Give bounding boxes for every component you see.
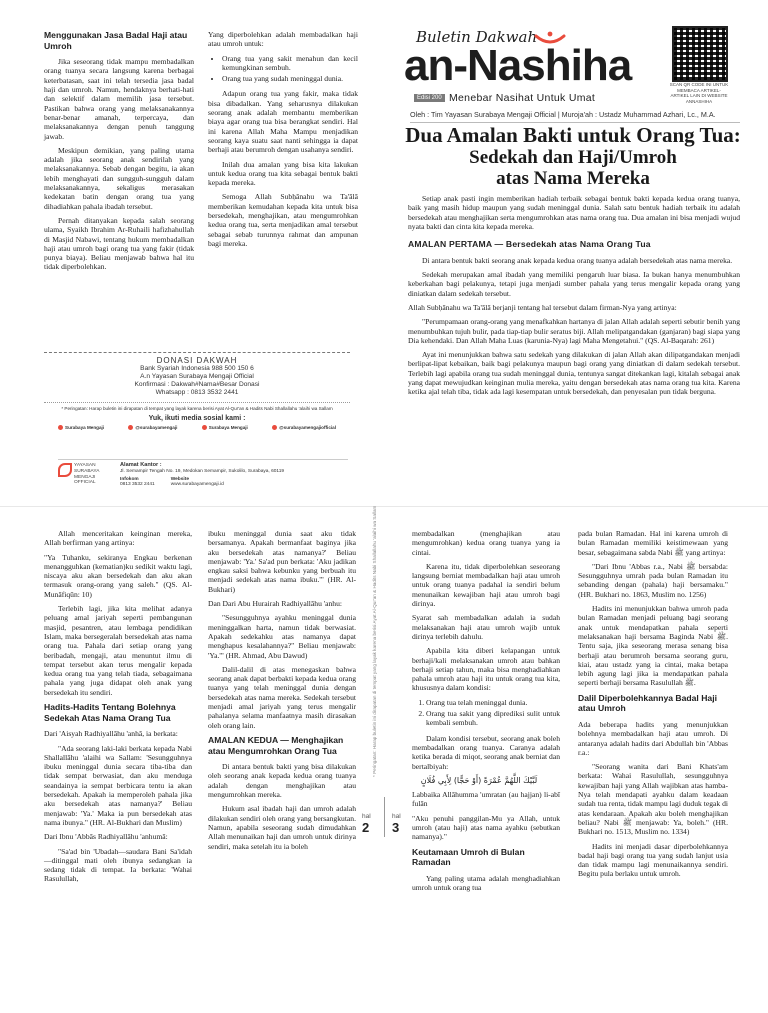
paragraph: Di antara bentuk bakti yang bisa dilakukan oleh seorang anak kepada kedua orang tuanya adalah dengan menghajikan atau mengumrohkan mereka. (208, 762, 356, 800)
top-column-2 (208, 30, 358, 253)
publication-name: an-Nashiha (404, 41, 632, 90)
contact-block (58, 459, 348, 488)
title-line-1: Dua Amalan Bakti untuk Orang Tua: (405, 123, 741, 147)
donation-bank: Bank Syariah Indonesia 988 500 150 6 (140, 365, 254, 372)
author-credit: Oleh : Tim Yayasan Surabaya Mengaji Official | Muroja'ah : Ustadz Muhammad Azhari, Lc., M.A. (410, 110, 740, 123)
bottom-column-1 (44, 529, 192, 889)
paragraph: Hadits ini menjadi dasar diperbolehkannya badal haji bagi orang tua yang sudah lanjut usia dan tidak mampu lagi menunaikannya sendiri. Begitu pula berlaku untuk umroh. (578, 841, 728, 879)
paragraph: Dan Dari Abu Hurairah Radhiyallāhu 'anhu: (208, 599, 343, 609)
top-column-1 (44, 30, 194, 277)
donation-account-name: A.n Yayasan Surabaya Mengaji Official (140, 373, 254, 380)
paragraph: Di antara bentuk bakti seorang anak kepada kedua orang tuanya adalah bersedekah atas nama mereka. (422, 255, 733, 265)
infokom-number: 0813 3532 2441 (120, 482, 155, 488)
paragraph: Hukum asal ibadah haji dan umroh adalah dilakukan sendiri oleh orang yang bersangkutan. Namun, apabila seseorang sudah dimudahkan Allah menunaikan haji dan umroh untuk dirinya sendiri, maka setelah itu ia boleh (208, 804, 356, 851)
list-item: • Orang tua yang sudah meninggal dunia. (222, 74, 358, 83)
facebook-icon (202, 425, 207, 430)
arabic-talbiyah: لَبَّيْكَ اللَّهُمَّ عُمْرَةً (أَوْ حَجًّا) لِأَبِي فُلَانٍ (420, 775, 538, 785)
edition-badge: Edisi 200 (414, 94, 445, 102)
quote-paragraph: "Sesungguhnya ayahku meninggal dunia meninggalkan harta, namun tidak berwasiat. Apakah sedekahku atas namanya dapat menghapus kesalahannya?" Beliau menjawab: 'Ya.'" (HR. Ahmad, Abu Dawud) (208, 613, 356, 660)
address-label: Alamat Kantor : (120, 462, 162, 468)
paragraph: Allah Subḥānahu wa Ta'ālā berjanji tentang hal tersebut dalam firman-Nya yang artinya: (408, 302, 677, 312)
tiktok-icon (272, 425, 277, 430)
title-line-3: atas Nama Mereka (496, 168, 650, 189)
website-link[interactable]: www.surabayamengaji.id (170, 482, 224, 488)
paragraph: Yang paling utama adalah menghadiahkan umroh untuk orang tua (412, 873, 560, 893)
qr-caption: SCAN QR CODE INI UNTUK MEMBACA ARTIKEL-ARTIKEL LAIN DI WEBSITE ANNASHIHA (669, 82, 729, 104)
donation-title: DONASI DAKWAH (156, 356, 238, 365)
paragraph: Apabila kita diberi kelapangan untuk berhaji/kali melaksanakan umroh atau bahkan berhaji setiap tahun, maka bisa menghadiahkan pahala umroh atau haji itu untuk orang tua kita, khususnya dalam kondisi: (412, 646, 560, 693)
page-number-right: hal 3 (392, 813, 401, 835)
paragraph: Terlebih lagi, jika kita melihat adanya peluang amal jariyah seperti pembangunan masjid, pesantren, atau lembaga pendidikan Islam, maka bersegeralah bersedekah atas nama orang tua. Pahala dari setiap orang yang beribadah, mengaji, atau menuntut ilmu di tempat tersebut akan terus mengalir kepada kedua orang tua yang telah tiada, sebagaimana pahala yang juga didapat oleh anak yang bersedekah itu sendiri. (44, 604, 192, 697)
social-link-youtube[interactable]: Surabaya Mengaji (58, 425, 104, 430)
org-logo (58, 463, 110, 488)
page-top (0, 0, 768, 506)
section-heading-amalan-kedua: AMALAN KEDUA — Menghajikan atau Mengumrohkan Orang Tua (208, 734, 344, 756)
vertical-warning-note: * Peringatan: Harap buletin ini dirapatan di tempat yang layak karena berisi Ayat Al-Qur'an & Hadits Nabi Shallallahu 'alaihi wa Sallam (372, 505, 377, 777)
translation: "Aku penuhi panggilan-Mu ya Allah, untuk umroh (atau haji) atas nama ayahku (sebutkan namanya)." (412, 813, 560, 842)
address-text: Jl. Semampir Tengah No. 19, Medokan Semampir, Sukolilo, Surabaya, 60119 (120, 468, 285, 474)
paragraph: Pernah ditanyakan kepada salah seorang ulama, Syaikh Ibrahim Ar-Ruhaili hafizhahullah di Masjid Nabawi, tentang hukum membadalkan haji atau umroh bagi orang tua yang fakir (tidak punya biaya). Beliau menjawab bahwa hal itu tidak diperbolehkan. (44, 215, 194, 272)
address-block (120, 463, 348, 488)
donation-confirmation: Konfirmasi : Dakwah#Nama#Besar Donasi (134, 381, 260, 388)
social-link-instagram[interactable]: @surabayamengaji (128, 425, 177, 430)
qr-code-icon[interactable] (672, 26, 728, 82)
social-link-tiktok[interactable]: @surabayamengajiofficial (272, 425, 336, 430)
paragraph: Dalam kondisi tersebut, seorang anak boleh membadalkan orang tuanya. Caranya adalah ketika berada di miqot, seorang anak berniat dan bertalbiyah: (412, 733, 560, 771)
paragraph: Syarat sah membadalkan adalah ia sudah melaksanakan haji atau umroh wajib untuk dirinya terlebih dahulu. (412, 613, 560, 641)
paragraph: Ada beberapa hadits yang menunjukkan bolehnya membadalkan haji atau umroh. Di antaranya adalah hadits dari Abdullah bin 'Abbas r.a.: (578, 719, 728, 757)
paragraph: pada bulan Ramadan. Hal ini karena umroh di bulan Ramadan memiliki keistimewaan yang besar, sebagaimana sabda Nabi ﷺ yang artinya: (578, 529, 728, 557)
paragraph: Semoga Allah Subḥānahu wa Ta'ālā memberikan kemudahan kepada kita untuk bisa bersedekah, menghajikan, atau mengumrohkan kedua orang tua, serta menjadikan amal tersebut sebagai sebab turunnya rahmat dan ampunan bagi mereka. (208, 192, 358, 248)
list-item: • Orang tua yang sakit menahun dan kecil kemungkinan sembuh. (222, 54, 358, 73)
quote-paragraph: "Perumpamaan orang-orang yang menafkahkan hartanya di jalan Allah adalah seperti sebutir benih yang menumbuhkan tujuh bulir, pada tiap-tiap bulir seratus biji. Allah melipatgandakan (ganjaran) bagi siapa yang Dia kehendaki. Dan Allah Maha Luas (karunia-Nya) lagi Maha Mengetahui." (QS. Al-Baqarah: 261) (408, 317, 740, 345)
quote-paragraph: "Sa'ad bin 'Ubadah—saudara Bani Sa'idah—ditinggal mati oleh ibunya sedangkan ia sedang tidak di tempat. Ia berkata: 'Wahai Rasulullah, (44, 846, 192, 884)
paragraph: Meskipun demikian, yang paling utama adalah jika seorang anak sendirilah yang melaksanakannya. Sebab dengan begitu, ia akan lebih menghayati dan sungguh-sungguh dalam melaksanakannya, sekaligus merasakan kedekatan batin dengan orang tua yang dihadiahkan pahala ibadah tersebut. (44, 145, 194, 211)
top-column-3 (408, 194, 740, 402)
quote-paragraph: "Seorang wanita dari Bani Khats'am berkata: Wahai Rasulullah, sesungguhnya kewajiban haji yang Allah wajibkan atas hamba-Nya telah mendapati ayahku dalam keadaan sudah tua renta, tidak mampu lagi duduk tegak di atas kendaraan. Apakah aku boleh menghajikan beliau? Nabi ﷺ menjawab: Ya, boleh." (HR. Bukhari no. 1513, Muslim no. 1334) (578, 762, 729, 837)
quote-paragraph: "Ada seorang laki-laki berkata kepada Nabi Shallallāhu 'alaihi wa Sallam: 'Sesungguhnya ibuku meninggal dunia secara tiba-tiba dan tidak sempat berwasiat, dan aku menduga seandainya ia sempat berbicara tentu ia akan bersedekah. Apakah ia memperoleh pahala jika aku bersedekah atas namanya?' Beliau menjawab: 'Ya.' Maka ia pun bersedekah atas nama ibunya." (HR. Al-Bukhari dan Muslim) (44, 743, 192, 827)
instagram-icon (128, 425, 133, 430)
donation-box (44, 352, 350, 503)
bottom-column-4 (578, 529, 728, 884)
buletin-label: Buletin Dakwah (416, 28, 538, 46)
section-heading-umroh-ramadan: Keutamaan Umroh di Bulan Ramadan (412, 846, 525, 868)
paragraph: ibuku meninggal dunia saat aku tidak bersamanya. Apakah bermanfaat baginya jika aku bersedekah atas namanya?' Beliau menjawab: 'Ya.' Sa'ad pun berkata: 'Aku jadikan engkau saksi bahwa kebunku yang berbuah itu menjadi sedekah atas nama ibuku.'" (HR. Al-Bukhari) (208, 529, 356, 594)
section-heading-badal: Menggunakan Jasa Badal Haji atau Umroh (44, 30, 188, 51)
paragraph: Karena itu, tidak diperbolehkan seseorang langsung berniat membadalkan haji atau umroh untuk orang tuanya padahal ia sendiri belum menunaikan kewajiban haji atau umroh bagi dirinya. (412, 561, 560, 609)
paragraph: Dari Ibnu 'Abbās Radhiyallāhu 'anhumā: (44, 832, 168, 842)
list-item: 1. Orang tua telah meninggal dunia. (426, 698, 560, 707)
masthead-logo (404, 24, 668, 110)
section-heading-hadits: Hadits-Hadits Tentang Bolehnya Sedekah Atas Nama Orang Tua (44, 702, 176, 723)
paragraph: Dalil-dalil di atas menegaskan bahwa seorang anak dapat berbakti kepada kedua orang tuanya yang telah meninggal dunia dengan bersedekah atas nama mereka. Sedekah tersebut menjadi amal jariyah yang terus mengalir pahalanya selama manfaatnya masih dirasakan oleh orang lain. (208, 664, 356, 730)
tagline: Menebar Nasihat Untuk Umat (449, 92, 596, 104)
paragraph: Allah menceritakan keinginan mereka, Allah berfirman yang artinya: (44, 529, 192, 548)
paragraph: Setiap anak pasti ingin memberikan hadiah terbaik sebagai bentuk bakti kepada kedua orang tuanya, baik yang masih hidup maupun yang sudah meninggal dunia. Salah satu bentuk hadiah terbaik itu adalah bersedekah atau menghajikan serta mengumrohkan atas nama orang tua. Dua amalan ini bisa menjadi wujud nyata bakti dan cinta kita kepada mereka. (408, 194, 740, 231)
infokom-label: Infokom (120, 476, 139, 482)
paragraph: Jika seseorang tidak mampu membadalkan orang tuanya secara langsung karena berbagai keterbatasan, saat ini telah tersedia jasa badal haji dan umroh. Namun, hendaknya berhati-hati dan selektif dalam memilih jasa tersebut. Pastikan bahwa orang yang melaksanakannya benar-benar amanah, terpercaya, dan melaksanakannya dengan penuh tanggung jawab. (44, 57, 194, 141)
article-title (400, 124, 746, 189)
paragraph: Yang diperbolehkan adalah membadalkan haji atau umroh untuk: (208, 30, 358, 49)
section-heading-dalil-badal: Dalil Diperbolehkannya Badal Haji atau Umroh (578, 692, 717, 714)
paragraph: Adapun orang tua yang fakir, maka tidak bisa dibadalkan. Yang seharusnya dilakukan seorang anak adalah membantu memberikan biaya agar orang tua bisa berangkat sendiri. Hal ini karena Allah Maha Mampu menjadikan seorang kaya suatu saat nanti sehingga ia dapat berhaji atau berumroh dengan usahanya sendiri. (208, 89, 358, 155)
org-logo-icon (58, 463, 72, 477)
gutter-divider (384, 797, 385, 837)
conditions-list (426, 698, 560, 728)
youtube-icon (58, 425, 63, 430)
paragraph: Hadits ini menunjukkan bahwa umroh pada bulan Ramadan menjadi peluang bagi seorang anak untuk mendapatkan pahala seperti melaksanakan haji bersama Baginda Nabi ﷺ. Tentu saja, jika seseorang merasa senang bisa berhaji atau berumroh bersama seorang guru, kiai, atau ustadz yang ia cintai, maka betapa lebih agung lagi jika ia mendapatkan pahala seperti berhaji bersama Rasulullah ﷺ. (578, 604, 728, 688)
paragraph: Dari 'Aisyah Radhiyallāhu 'anhā, ia berkata: (44, 729, 178, 739)
section-heading-amalan-pertama: AMALAN PERTAMA — Bersedekah atas Nama Orang Tua (408, 239, 651, 250)
transliteration: Labbaika Allāhumma 'umratan (au hajjan) li-abī fulān (412, 790, 560, 809)
warning-note: * Peringatan: Harap buletin ini dirapatan di tempat yang layak karena berisi Ayat Al-Qur'an & Hadits Nabi Shallallahu 'alaihi wa Sallam (44, 402, 350, 412)
quote-paragraph: "Ya Tuhanku, sekiranya Engkau berkenan menangguhkan (kematian)ku sedikit waktu lagi, niscaya aku akan bersedekah dan aku akan termasuk orang-orang yang saleh." (QS. Al-Munāfiqūn: 10) (44, 552, 192, 599)
paragraph: Ayat ini menunjukkan bahwa satu sedekah yang dilakukan di jalan Allah akan dilipatgandakan menjadi berlipat-lipat kebaikan, baik bagi pelakunya maupun bagi orang yang diniatkan di dalam sedekah tersebut. Terlebih lagi apabila orang tua sudah meninggal dunia, tentunya sangat ditekankan lagi, kitalah sebagai anak yang dapat mewujudkan keinginan mulia mereka, yaitu dengan bersedekah atas nama orang tua kita. Karena ketika ajal telah tiba, tidak ada lagi kesempatan untuk bersedekah, dan penyesalan pun tidak berguna. (408, 350, 740, 397)
bottom-column-2 (208, 529, 356, 856)
paragraph: Sedekah merupakan amal ibadah yang memiliki pengaruh luar biasa. Ia bukan hanya menumbuhkan keberkahan bagi pelakunya, tetapi juga menjadi sumber pahala yang terus mengalir kepada orang yang diniatkan dalam sedekah tersebut. (408, 270, 740, 298)
org-name: YAYASAN SURABAYA MENGAJI OFFICIAL (74, 463, 100, 486)
quote-paragraph: "Dari Ibnu 'Abbas r.a., Nabi ﷺ bersabda: Sesungguhnya umrah pada bulan Ramadan itu sebanding dengan (pahala) haji bersamaku." (HR. Bukhari no. 1863, Muslim no. 1256) (578, 561, 728, 599)
paragraph: membadalkan (menghajikan atau mengumrohkan) kedua orang tuanya yang ia cintai. (412, 529, 560, 557)
paragraph: Inilah dua amalan yang bisa kita lakukan untuk kedua orang tua kita sebagai bentuk bakti kepada mereka. (208, 159, 358, 188)
page-number-left: hal 2 (362, 813, 371, 835)
social-links (58, 425, 336, 430)
social-link-facebook[interactable]: Surabaya Mengaji (202, 425, 248, 430)
bottom-column-3 (412, 529, 560, 897)
page-bottom (0, 506, 768, 1013)
badal-conditions-list (222, 54, 358, 84)
website-label: Website (170, 476, 189, 482)
title-line-2: Sedekah dan Haji/Umroh (469, 147, 677, 168)
list-item: 2. Orang tua sakit yang diprediksi sulit untuk kembali sembuh. (426, 709, 560, 728)
social-follow-label: Yuk, ikuti media sosial kami : (148, 414, 246, 422)
donation-whatsapp: Whatsapp : 0813 3532 2441 (155, 389, 239, 396)
